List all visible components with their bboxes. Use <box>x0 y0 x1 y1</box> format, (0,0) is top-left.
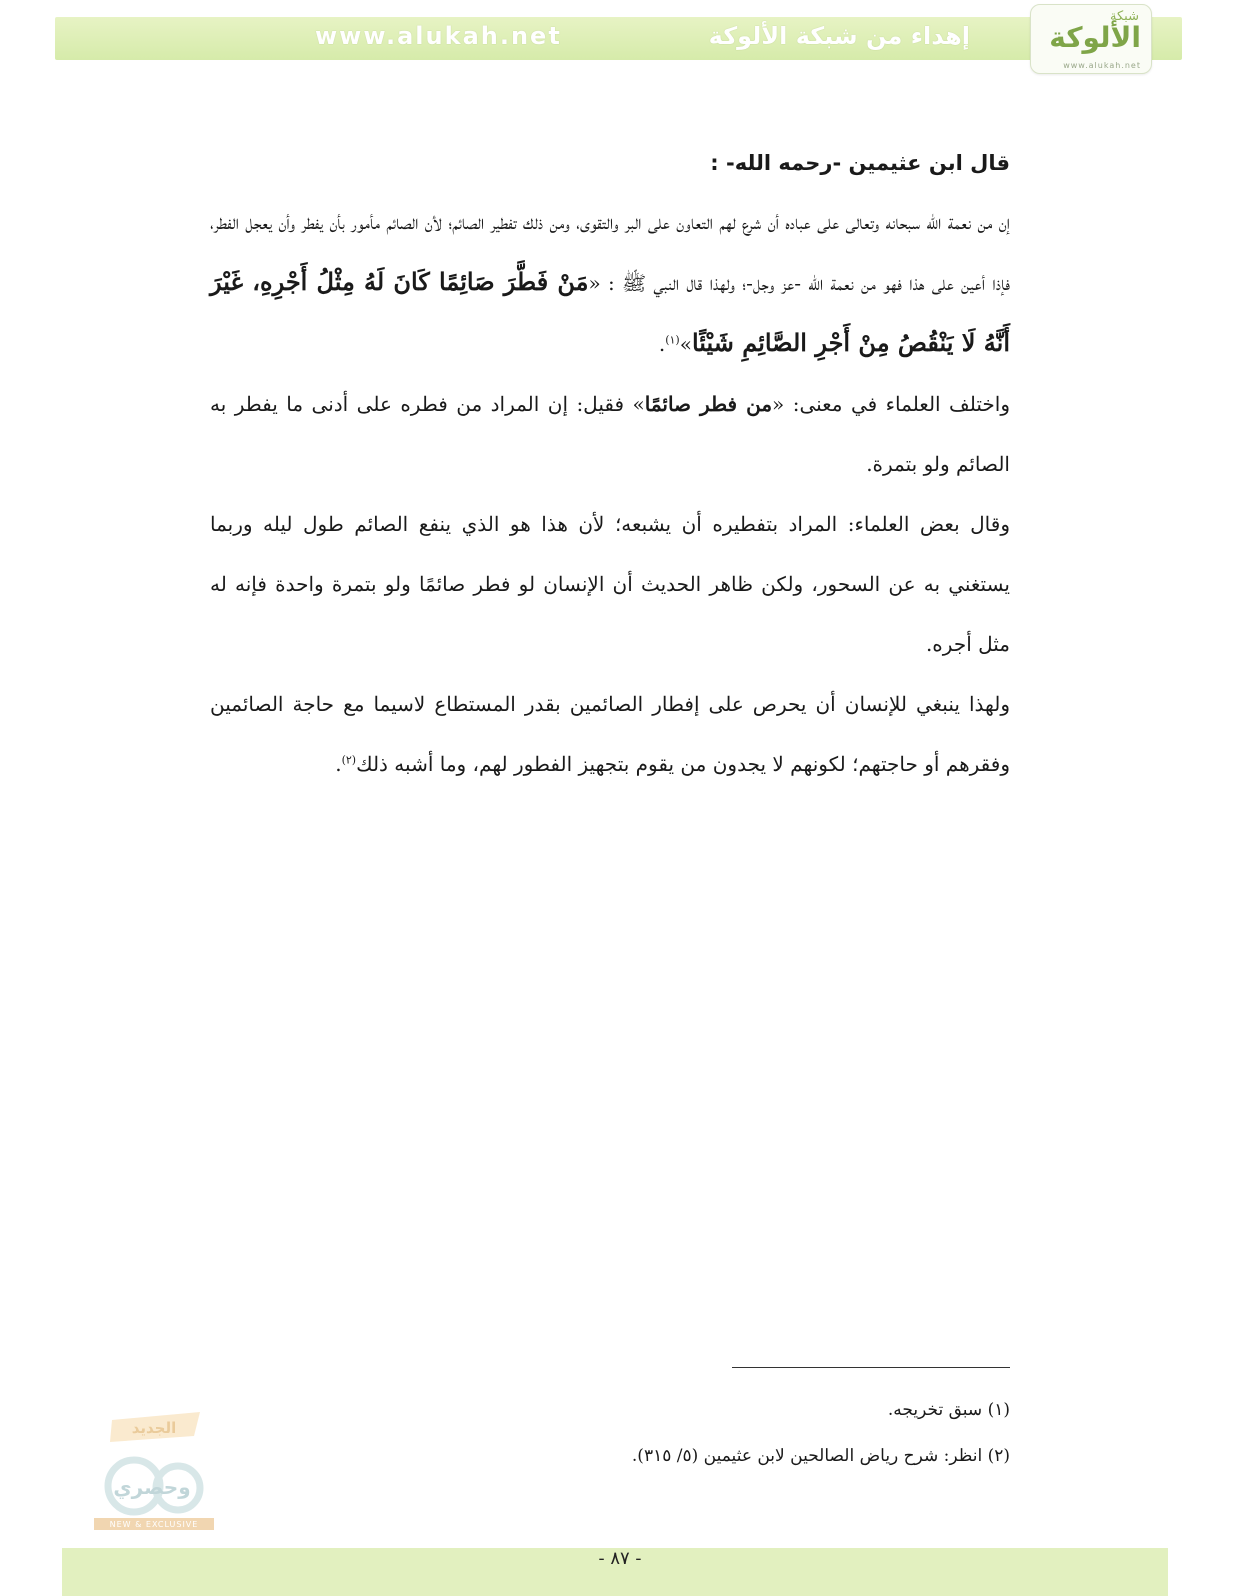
watermark-main-text: وحصري <box>113 1475 191 1499</box>
header-url[interactable]: www.alukah.net <box>315 22 562 50</box>
paragraph-2-quote: من فطر صائمًا <box>644 391 773 416</box>
paragraph-2 <box>210 374 1010 494</box>
footnote-2: (٢) انظر: شرح رياض الصالحين لابن عثيمين (٥/ ٣١٥). <box>631 1446 1010 1466</box>
paragraph-1-text: إن من نعمة الله سبحانه وتعالى على عباده أن شرع لهم التعاون على البر والتقوى، ومن ذلك تفطير الصائم؛ لأن الصائم مأمور بأن يفطر وأن يعجل الفطر، فإذا أعين على هذا فهو من نعمة الله -عز وجل-؛ ولهذا قال النبي ﷺ : « <box>210 209 1010 295</box>
watermark-top-text: الجديد <box>131 1419 177 1437</box>
paragraph-1-end: . <box>658 331 666 356</box>
paragraph-2-post: » فقيل: إن المراد من فطره على أدنى ما يفطر به الصائم ولو بتمرة. <box>210 391 1010 476</box>
alukah-logo[interactable] <box>1030 4 1152 74</box>
new-exclusive-watermark-icon <box>82 1402 222 1532</box>
paragraph-4-end: . <box>335 751 342 776</box>
footnote-divider <box>732 1367 1010 1368</box>
logo-top-text: شبكة <box>1110 9 1139 24</box>
hadith-close-quote: » <box>679 331 692 356</box>
paragraph-1 <box>210 192 1010 374</box>
section-heading: قال ابن عثيمين -رحمه الله- : <box>710 151 1010 175</box>
main-content <box>210 148 1010 794</box>
footnote-ref-1[interactable]: (١) <box>665 332 680 346</box>
paragraph-3: وقال بعض العلماء: المراد بتفطيره أن يشبعه؛ لأن هذا هو الذي ينفع الصائم طول ليله وربما يستغني به عن السحور، ولكن ظاهر الحديث أن الإنسان لو فطر صائمًا ولو بتمرة واحدة فإنه له مثل أجره. <box>210 511 1010 656</box>
page-number: - ٨٧ - <box>598 1548 642 1569</box>
logo-main-text: الألوكة <box>1049 21 1141 54</box>
footnote-1: (١) سبق تخريجه. <box>887 1400 1010 1420</box>
logo-url-text: www.alukah.net <box>1063 61 1141 70</box>
header-banner <box>55 17 1182 60</box>
header-gift-text: إهداء من شبكة الألوكة <box>708 22 970 50</box>
hadith-text: مَنْ فَطَّرَ صَائِمًا كَانَ لَهُ مِثْلُ أَجْرِهِ، غَيْرَ أَنَّهُ لَا يَنْقُصُ مِنْ أَجْرِ الصَّائِمِ شَيْئًا <box>210 266 1010 357</box>
watermark-english-text: NEW & EXCLUSIVE <box>109 1520 199 1529</box>
paragraph-4-text: ولهذا ينبغي للإنسان أن يحرص على إفطار الصائمين بقدر المستطاع لاسيما مع حاجة الصائمين وفقرهم أو حاجتهم؛ لكونهم لا يجدون من يقوم بتجهيز الفطور لهم، وما أشبه ذلك <box>210 691 1010 776</box>
footnote-ref-2[interactable]: (٢) <box>341 752 357 766</box>
paragraph-2-pre: واختلف العلماء في معنى: « <box>772 391 1010 416</box>
paragraph-4 <box>210 674 1010 794</box>
footnotes <box>500 1387 1010 1479</box>
